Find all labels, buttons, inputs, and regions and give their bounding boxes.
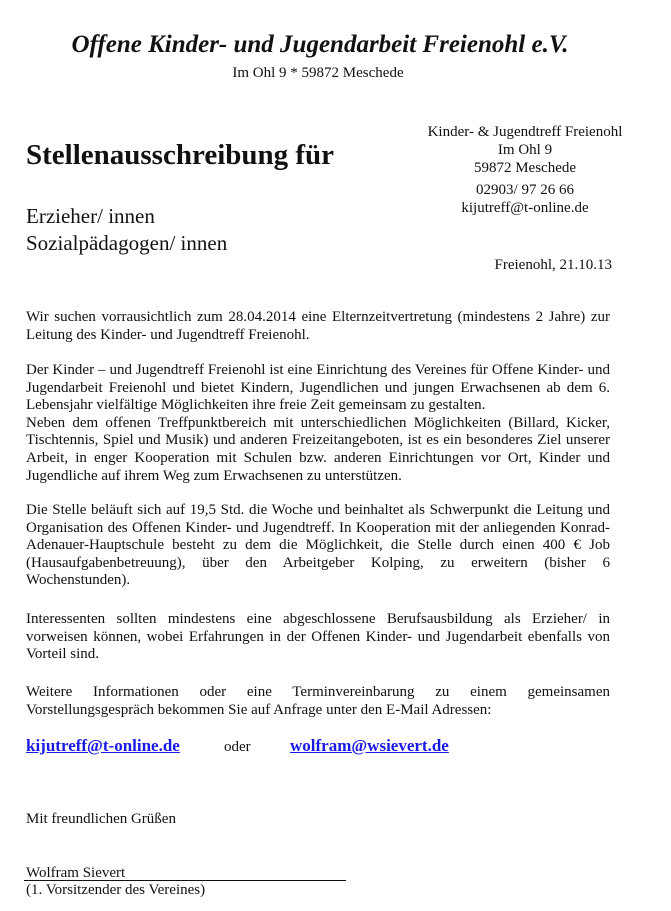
job-posting-headline: Stellenausschreibung für [26,139,335,171]
contact-name: Kinder- & Jugendtreff Freienohl [427,124,623,140]
contact-email: kijutreff@t-online.de [461,200,589,216]
signer-name: Wolfram Sievert [26,865,126,881]
contact-block [420,123,630,217]
email-link-kijutreff[interactable]: kijutreff@t-online.de [26,736,180,755]
position-educator: Erzieher/ innen [26,204,155,228]
closing-greeting: Mit freundlichen Grüßen [26,811,176,827]
contact-city: 59872 Meschede [473,160,577,176]
paragraph-intro: Wir suchen vorrausichtlich zum 28.04.2014 eine Elternzeitvertretung (mindestens 2 Jahre) zur Leitung des Kinder- und Jugendtreff Freienohl. [26,309,610,343]
signer-role: (1. Vorsitzender des Vereines) [26,882,206,898]
email-separator: oder [224,739,251,755]
paragraph-description [26,362,610,485]
email-link-wsievert[interactable]: wolfram@wsievert.de [290,736,449,755]
organization-title: Offene Kinder- und Jugendarbeit Freienohl e.V. [71,31,569,58]
contact-street: Im Ohl 9 [497,142,553,158]
paragraph-description-part1: Der Kinder – und Jugendtreff Freienohl ist eine Einrichtung des Vereines für Offene Kinder- und Jugendarbeit Freienohl und bietet Kindern, Jugendlichen und jungen Erwachsenen ab dem 6. Lebensjahr vielfältige Möglichkeiten ihre freie Zeit gemeinsam zu gestalten. [26,362,610,414]
position-social-pedagogue: Sozialpädagogen/ innen [26,231,228,255]
organization-address: Im Ohl 9 * 59872 Meschede [232,65,404,81]
paragraph-contact-info: Weitere Informationen oder eine Terminvereinbarung zu einem gemeinsamen Vorstellungsgespräch bekommen Sie auf Anfrage unter den E-Mail Adressen: [26,684,610,718]
paragraph-description-part2: Neben dem offenen Treffpunktbereich mit unterschiedlichen Möglichkeiten (Billard, Kicker, Tischtennis, Spiel und Musik) und anderen Freizeitangeboten, ist es ein besonderes Ziel unserer Arbeit, in enger Kooperation mit Schulen bzw. anderen Einrichtungen vor Ort, Kinder und Jugendliche auf ihrem Weg zum Erwachsenen zu unterstützen. [26,414,610,484]
contact-phone: 02903/ 97 26 66 [476,182,574,198]
paragraph-requirements: Interessenten sollten mindestens eine abgeschlossene Berufsausbildung als Erzieher/ in vorweisen können, wobei Erfahrungen in der Offenen Kinder- und Jugendarbeit ebenfalls von Vorteil sind. [26,611,610,663]
paragraph-position-details: Die Stelle beläuft sich auf 19,5 Std. die Woche und beinhaltet als Schwerpunkt die Leitung und Organisation des Offenen Kinder- und Jugendtreff. In Kooperation mit der anliegenden Konrad-Adenauer-Hauptschule besteht zu dem die Möglichkeit, die Stelle durch einen 400 € Job (Hausaufgabenbetreuung), über den Arbeitgeber Kolping, zu erweitern (bisher 6 Wochenstunden). [26,502,610,589]
place-date: Freienohl, 21.10.13 [494,257,612,273]
